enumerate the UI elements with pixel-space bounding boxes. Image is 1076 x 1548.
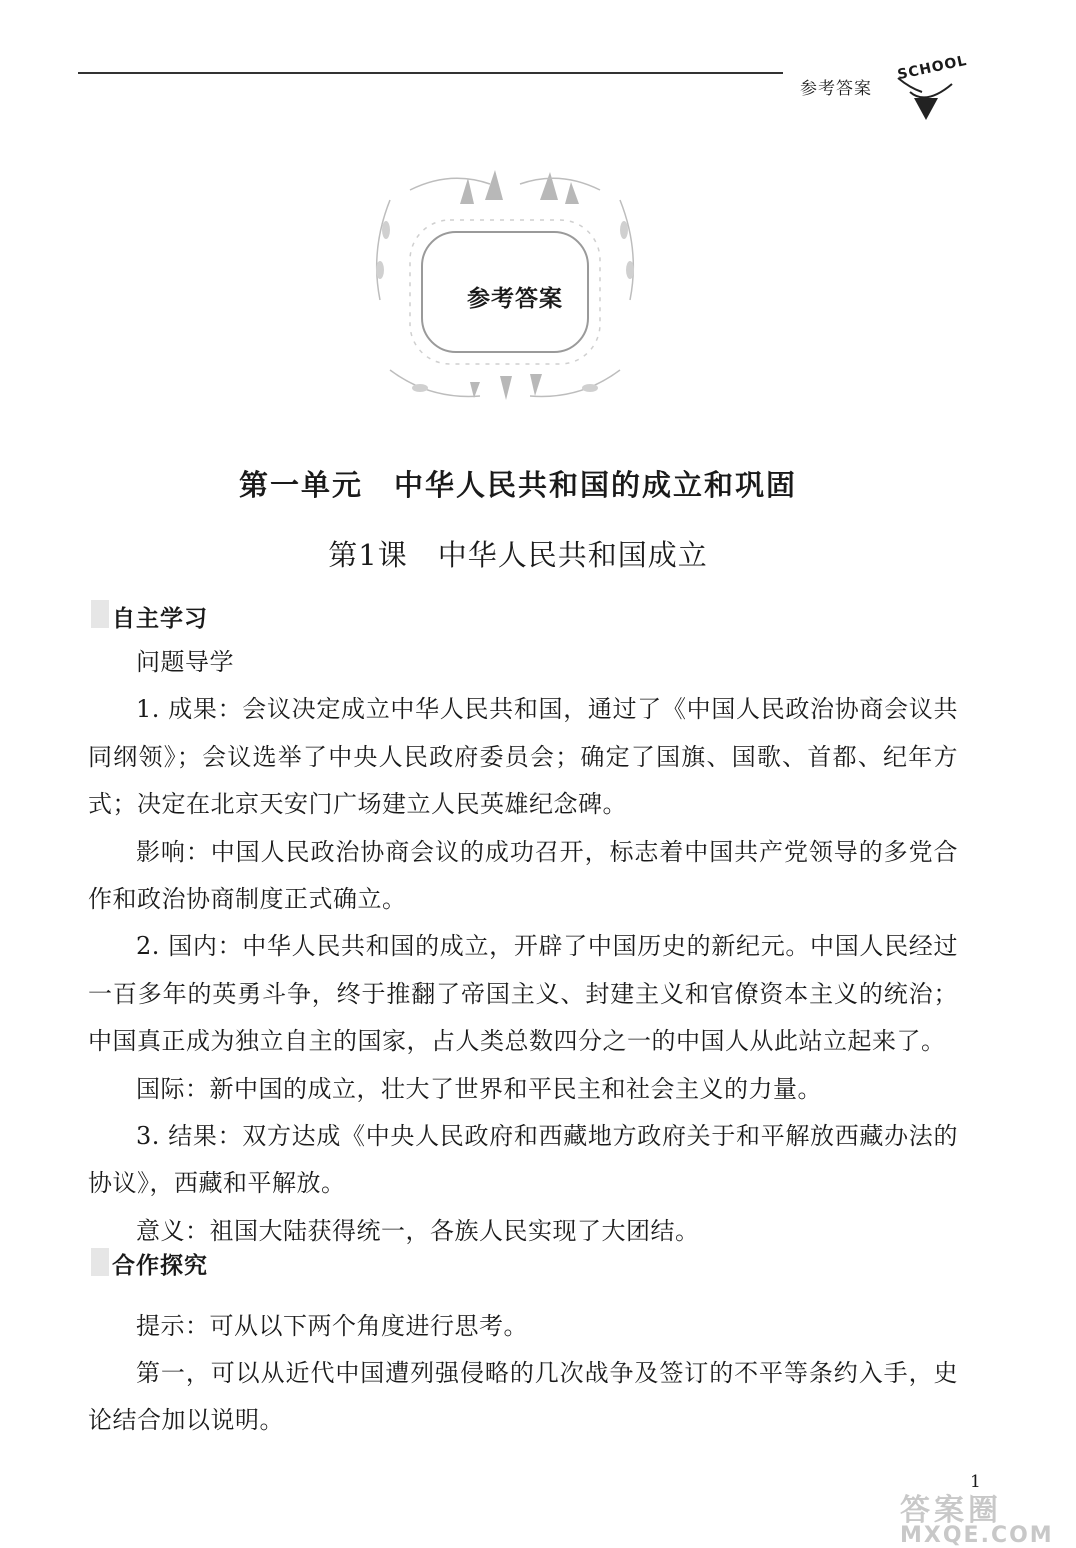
section-heading-cooperation: 合作探究: [112, 1253, 208, 1279]
paragraph: 1. 成果：会议决定成立中华人民共和国，通过了《中国人民政治协商会议共同纲领》；会议选举了中央人民政府委员会；确定了国旗、国歌、首都、纪年方式；决定在北京天安门广场建立人民英雄纪念碑。: [88, 695, 958, 819]
section-marker: [91, 1248, 109, 1276]
watermark-line: MXQE.COM: [900, 1523, 1054, 1548]
paragraph: 3. 结果：双方达成《中央人民政府和西藏地方政府关于和平解放西藏办法的协议》，西藏和平解放。: [88, 1122, 958, 1198]
section-heading-self-study: 自主学习: [112, 606, 208, 632]
paragraph: 国际：新中国的成立，壮大了世界和平民主和社会主义的力量。: [136, 1074, 822, 1103]
lesson-title: 第1课 中华人民共和国成立: [328, 538, 708, 572]
school-logo-text: SCHOOL: [896, 52, 969, 84]
page-number: 1: [970, 1472, 981, 1492]
frame-title: 参考答案: [467, 286, 563, 312]
section-marker: [91, 600, 109, 628]
header-rule: [78, 72, 783, 74]
unit-title: 第一单元 中华人民共和国的成立和巩固: [238, 468, 797, 502]
paragraph: 意义：祖国大陆获得统一，各族人民实现了大团结。: [136, 1216, 700, 1245]
paragraph: 问题导学: [136, 648, 234, 676]
section-spacer: [88, 1255, 958, 1302]
watermark-logo: [900, 1485, 1054, 1548]
header-label: 参考答案: [800, 79, 872, 99]
paragraph: 影响：中国人民政治协商会议的成功召开，标志着中国共产党领导的多党合作和政治协商制度正式确立。: [88, 837, 958, 914]
paragraph: 第一，可以从近代中国遭列强侵略的几次战争及签订的不平等条约入手，史论结合加以说明。: [88, 1359, 958, 1435]
paragraph: 2. 国内：中华人民共和国的成立，开辟了中国历史的新纪元。中国人民经过一百多年的英勇斗争，终于推翻了帝国主义、封建主义和官僚资本主义的统治；中国真正成为独立自主的国家，占人类总数四分之一的中国人从此站立起来了。: [88, 932, 958, 1056]
paragraph: 提示：可从以下两个角度进行思考。: [136, 1311, 528, 1340]
school-pin-icon: [880, 40, 970, 120]
answer-body: [88, 639, 958, 1445]
watermark-line: 答案圈: [900, 1493, 1002, 1528]
